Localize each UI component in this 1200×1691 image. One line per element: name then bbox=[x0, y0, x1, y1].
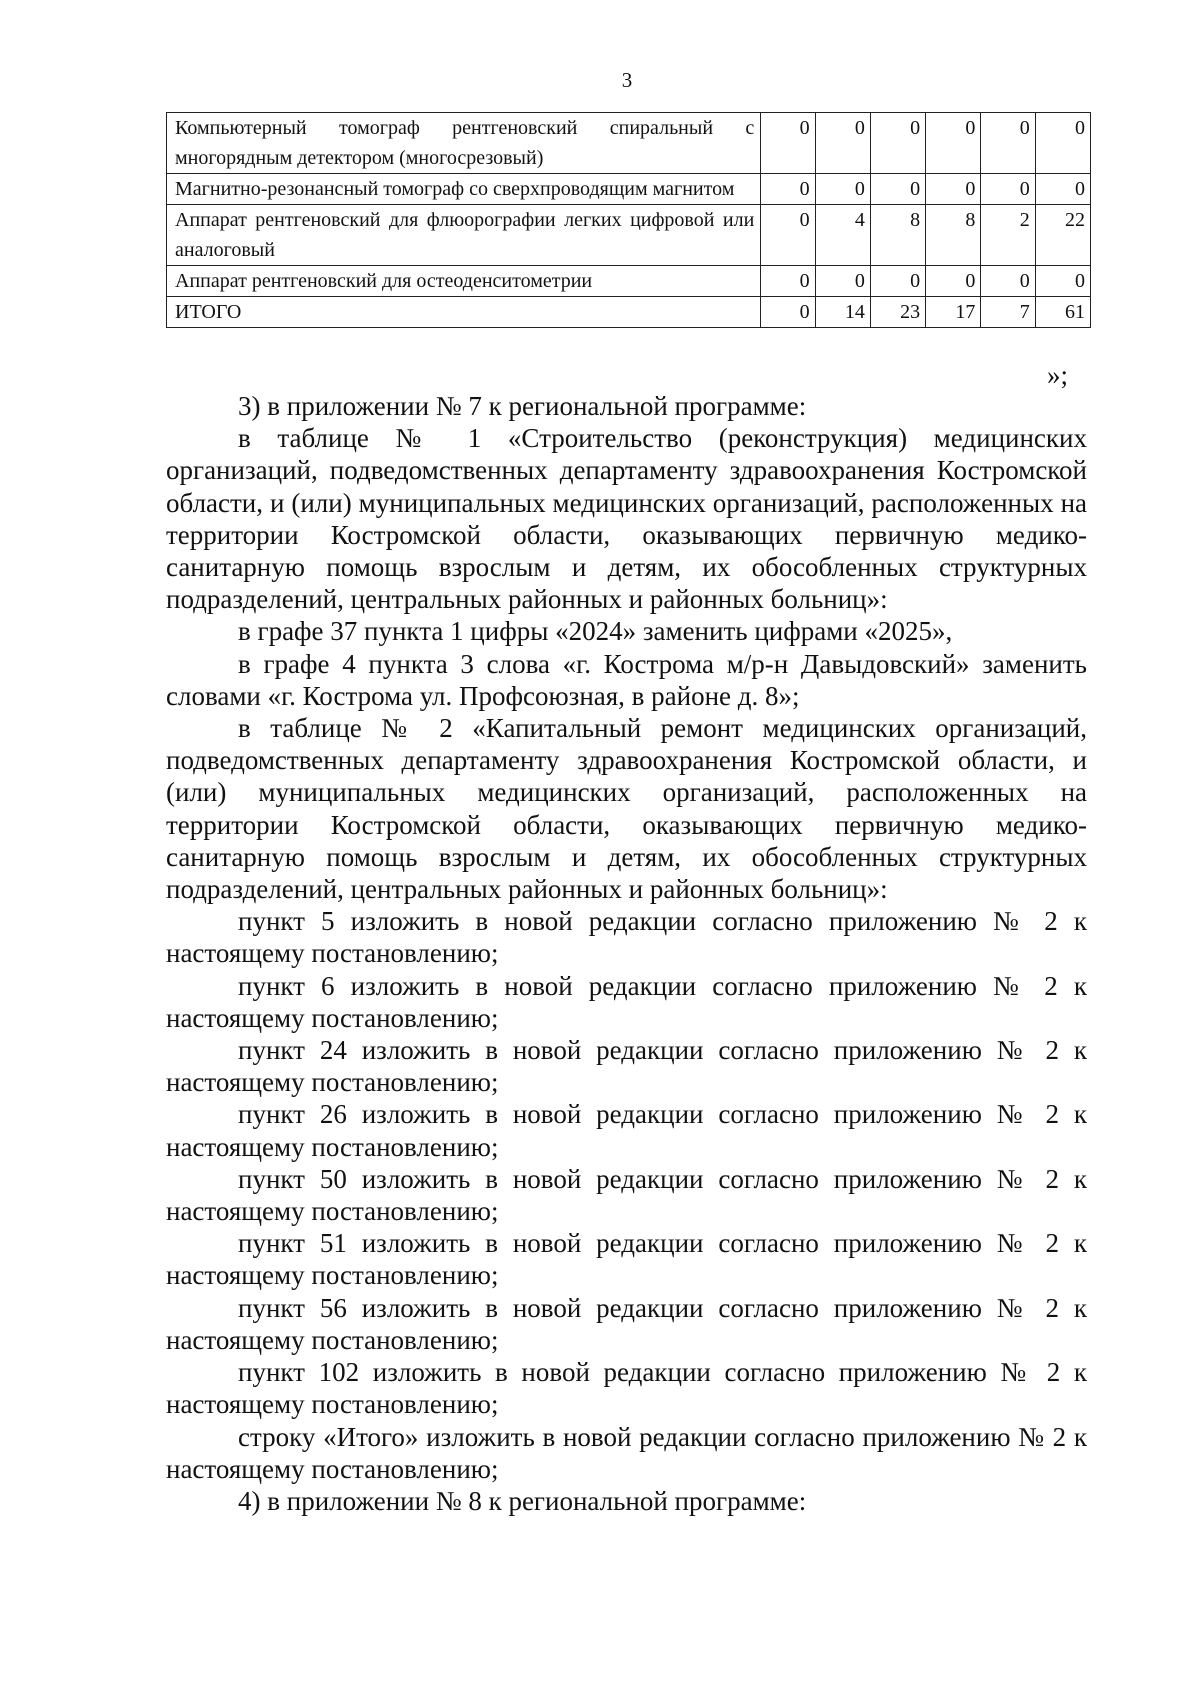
table-row bbox=[167, 205, 1091, 266]
total-value: 0 bbox=[761, 297, 815, 328]
row-value: 8 bbox=[926, 205, 981, 266]
table-row bbox=[167, 266, 1091, 297]
row-value: 0 bbox=[981, 113, 1035, 174]
row-value: 0 bbox=[761, 174, 815, 205]
total-label: ИТОГО bbox=[167, 297, 761, 328]
equipment-table bbox=[166, 112, 1091, 328]
row-value: 0 bbox=[761, 205, 815, 266]
paragraph: пункт 24 изложить в новой редакции согласно приложению № 2 к настоящему постановлению; bbox=[166, 1035, 1087, 1098]
total-value: 23 bbox=[870, 297, 925, 328]
table-row bbox=[167, 113, 1091, 174]
table-row bbox=[167, 174, 1091, 205]
paragraph: в таблице № 1 «Строительство (реконструкция) медицинских организаций, подведомственных департаменту здравоохранения Костромской области, и (или) муниципальных медицинских организаций, расположенных на территории Костромской области, оказывающих первичную медико-санитарную помощь взрослым и детям, их обособленных структурных подразделений, центральных районных и районных больниц»: bbox=[166, 423, 1087, 615]
paragraph: пункт 56 изложить в новой редакции согласно приложению № 2 к настоящему постановлению; bbox=[166, 1292, 1087, 1355]
row-value: 0 bbox=[981, 174, 1035, 205]
row-value: 0 bbox=[926, 113, 981, 174]
row-value: 0 bbox=[870, 113, 925, 174]
paragraph: пункт 102 изложить в новой редакции согласно приложению № 2 к настоящему постановлению; bbox=[166, 1357, 1087, 1420]
row-value: 0 bbox=[815, 174, 870, 205]
total-value: 7 bbox=[981, 297, 1035, 328]
paragraph: в графе 4 пункта 3 слова «г. Кострома м/р-н Давыдовский» заменить словами «г. Кострома ул. Профсоюзная, в районе д. 8»; bbox=[166, 648, 1087, 711]
total-value: 17 bbox=[926, 297, 981, 328]
row-value: 0 bbox=[981, 266, 1035, 297]
paragraph: пункт 51 изложить в новой редакции согласно приложению № 2 к настоящему постановлению; bbox=[166, 1228, 1087, 1291]
table-total-row bbox=[167, 297, 1091, 328]
row-value: 0 bbox=[870, 266, 925, 297]
document-body bbox=[166, 390, 1087, 1517]
row-value: 0 bbox=[761, 266, 815, 297]
paragraph: пункт 50 изложить в новой редакции согласно приложению № 2 к настоящему постановлению; bbox=[166, 1163, 1087, 1227]
row-value: 0 bbox=[926, 174, 981, 205]
page-number: 3 bbox=[621, 68, 633, 92]
row-name: Аппарат рентгеновский для остеоденситометрии bbox=[167, 266, 761, 297]
row-value: 0 bbox=[870, 174, 925, 205]
row-name: Аппарат рентгеновский для флюорографии легких цифровой или аналоговый bbox=[167, 205, 761, 266]
row-value: 0 bbox=[926, 266, 981, 297]
paragraph: 3) в приложении № 7 к региональной программе: bbox=[238, 391, 807, 421]
row-value: 0 bbox=[1035, 266, 1090, 297]
paragraph: в таблице № 2 «Капитальный ремонт медицинских организаций, подведомственных департаменту здравоохранения Костромской области, и (или) муниципальных медицинских организаций, расположенных на территории Костромской области, оказывающих первичную медико-санитарную помощь взрослым и детям, их обособленных структурных подразделений, центральных районных и районных больниц»: bbox=[166, 713, 1087, 905]
total-value: 14 bbox=[815, 297, 870, 328]
row-value: 8 bbox=[870, 205, 925, 266]
total-value: 61 bbox=[1035, 297, 1090, 328]
paragraph: в графе 37 пункта 1 цифры «2024» заменить цифрами «2025», bbox=[238, 616, 953, 647]
row-value: 0 bbox=[761, 113, 815, 174]
row-value: 0 bbox=[815, 113, 870, 174]
row-name: Магнитно-резонансный томограф со сверхпроводящим магнитом bbox=[167, 174, 761, 205]
paragraph: 4) в приложении № 8 к региональной программе: bbox=[238, 1485, 807, 1516]
row-name: Компьютерный томограф рентгеновский спиральный с многорядным детектором (многосрезовый) bbox=[167, 113, 761, 174]
row-value: 0 bbox=[1035, 174, 1090, 205]
row-value: 22 bbox=[1035, 205, 1090, 266]
row-value: 2 bbox=[981, 205, 1035, 266]
row-value: 0 bbox=[815, 266, 870, 297]
row-value: 4 bbox=[815, 205, 870, 266]
row-value: 0 bbox=[1035, 113, 1090, 174]
paragraph: пункт 6 изложить в новой редакции согласно приложению № 2 к настоящему постановлению; bbox=[166, 970, 1087, 1033]
closing-quote: »; bbox=[1047, 360, 1069, 390]
paragraph: пункт 5 изложить в новой редакции согласно приложению № 2 к настоящему постановлению; bbox=[166, 906, 1087, 969]
paragraph: строку «Итого» изложить в новой редакции согласно приложению № 2 к настоящему постановлению; bbox=[166, 1421, 1087, 1484]
paragraph: пункт 26 изложить в новой редакции согласно приложению № 2 к настоящему постановлению; bbox=[166, 1099, 1087, 1162]
